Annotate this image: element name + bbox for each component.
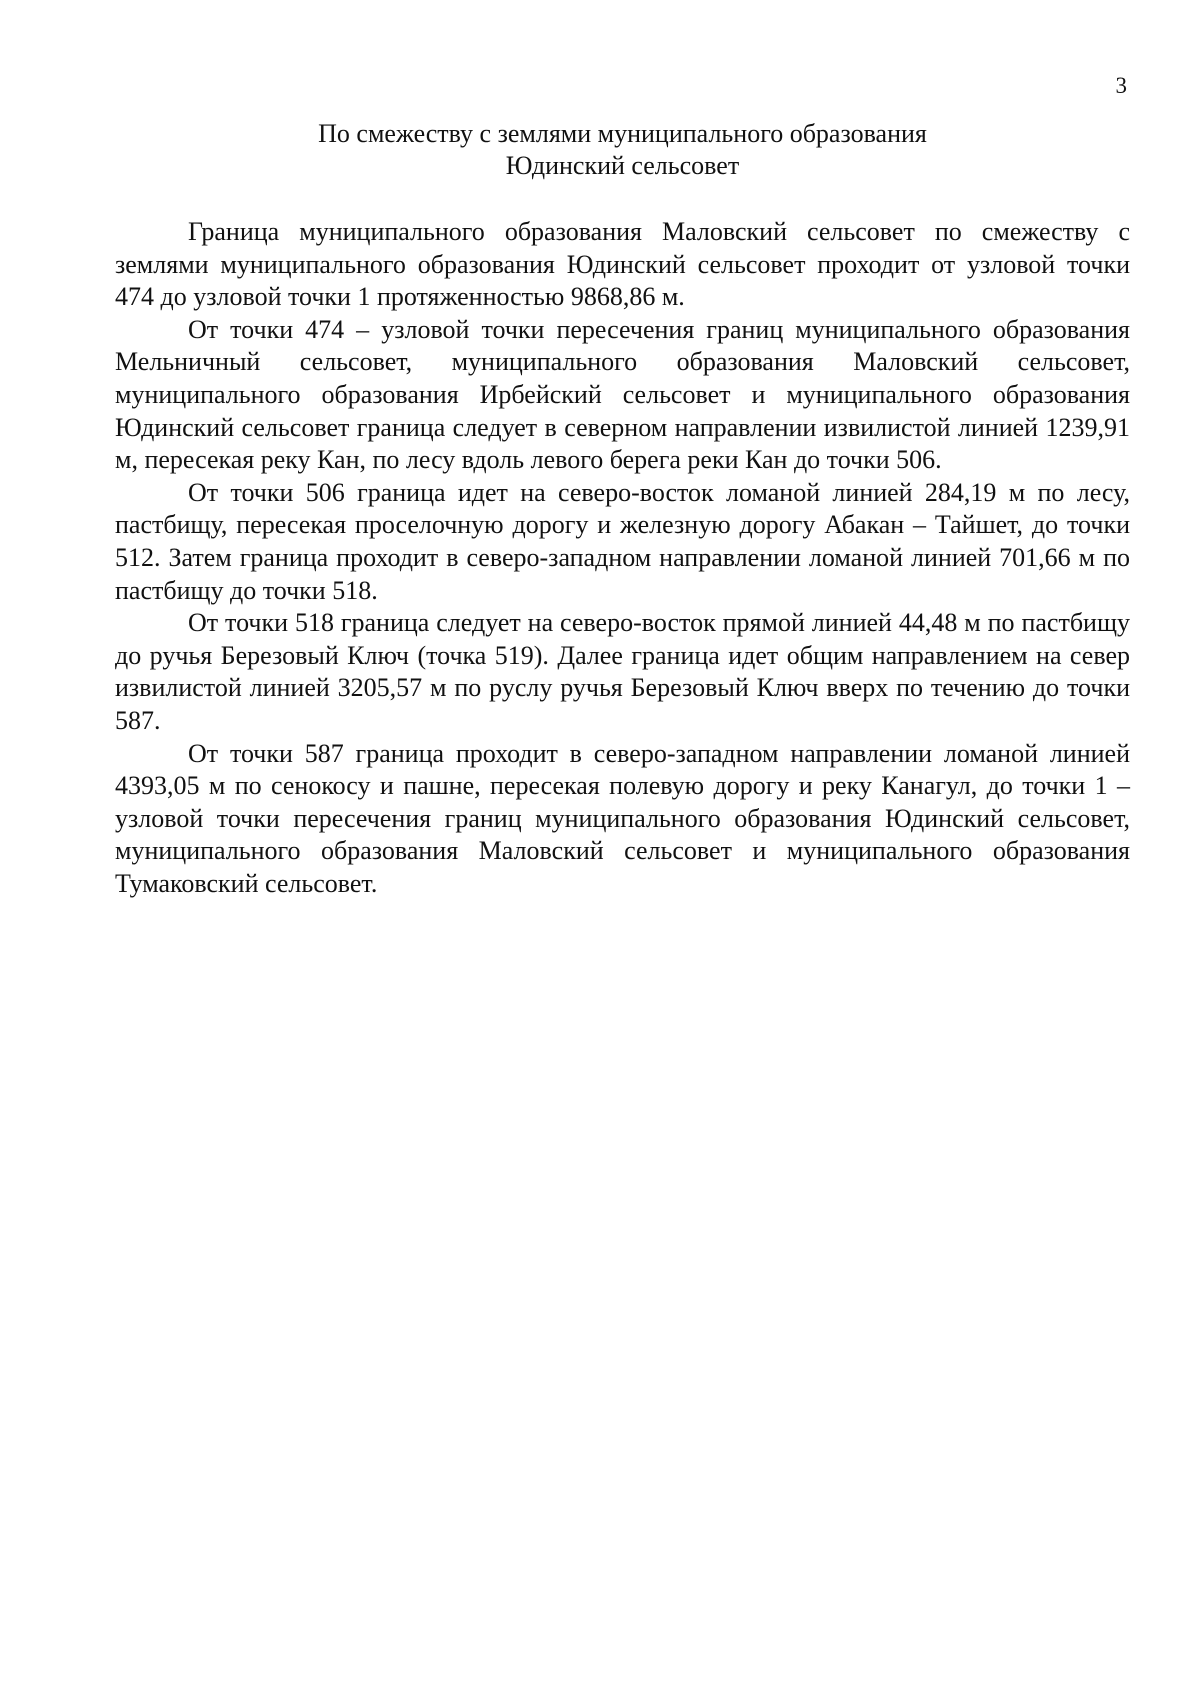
section-heading — [115, 118, 1130, 182]
section-heading-line-1: По смежеству с землями муниципального образования — [318, 119, 927, 148]
document-body — [115, 216, 1130, 900]
paragraph-point-518: От точки 518 граница следует на северо-восток прямой линией 44,48 м по пастбищу до ручья Березовый Ключ (точка 519). Далее граница идет общим направлением на север извилистой линией 3205,57 м по руслу ручья Березовый Ключ вверх по течению до точки 587. — [115, 608, 1130, 735]
paragraph-point-474: От точки 474 – узловой точки пересечения границ муниципального образования Мельничный сельсовет, муниципального образования Маловский сельсовет, муниципального образования Ирбейский сельсовет и муниципального образования Юдинский сельсовет граница следует в северном направлении извилистой линией 1239,91 м, пересекая реку Кан, по лесу вдоль левого берега реки Кан до точки 506. — [115, 314, 1130, 475]
page-number: 3 — [1115, 73, 1127, 98]
paragraph-boundary-summary: Граница муниципального образования Маловский сельсовет по смежеству с землями муниципального образования Юдинский сельсовет проходит от узловой точки 474 до узловой точки 1 протяженностью 9868,86 м. — [115, 217, 1130, 312]
paragraph-point-587: От точки 587 граница проходит в северо-западном направлении ломаной линией 4393,05 м по сенокосу и пашне, пересекая полевую дорогу и реку Канагул, до точки 1 – узловой точки пересечения границ муниципального образования Юдинский сельсовет, муниципального образования Маловский сельсовет и муниципального образования Тумаковский сельсовет. — [115, 738, 1130, 898]
section-heading-line-2: Юдинский сельсовет — [505, 151, 740, 180]
paragraph-point-506: От точки 506 граница идет на северо-восток ломаной линией 284,19 м по лесу, пастбищу, пересекая проселочную дорогу и железную дорогу Абакан – Тайшет, до точки 512. Затем граница проходит в северо-западном направлении ломаной линией 701,66 м по пастбищу до точки 518. — [115, 477, 1130, 605]
